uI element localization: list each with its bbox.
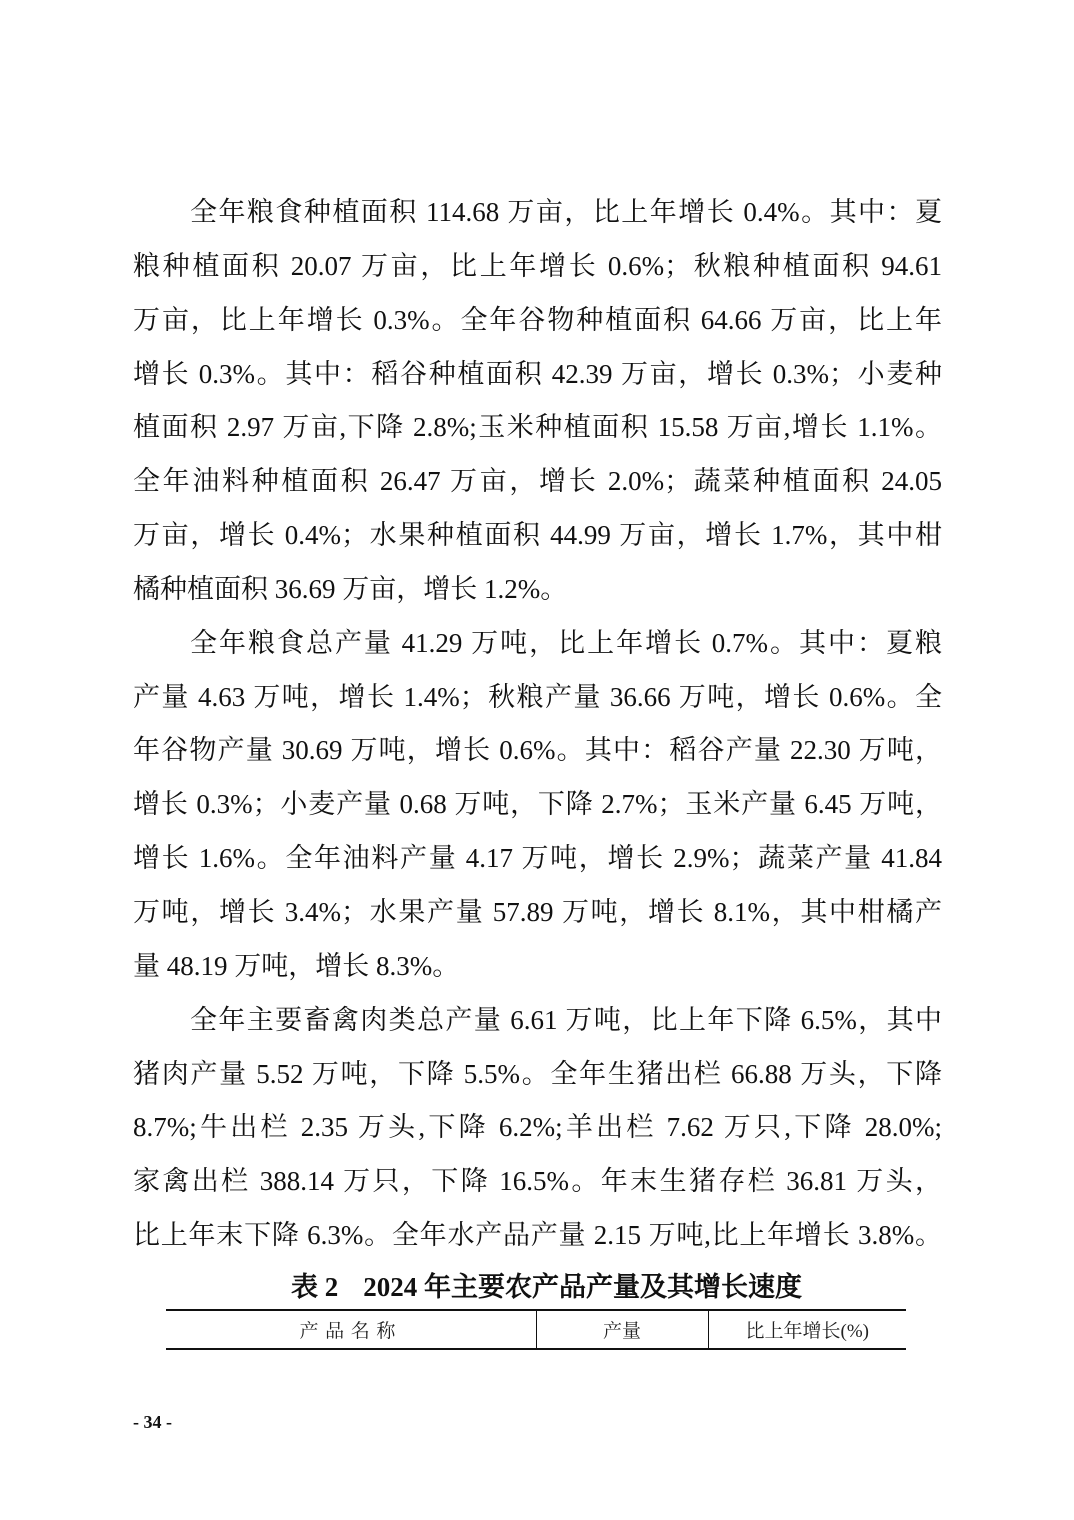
header-output: 产量 <box>536 1310 708 1349</box>
page-number: - 34 - <box>133 1412 172 1432</box>
text-line: 全年油料种植面积 26.47 万亩，增长 2.0%；蔬菜种植面积 24.05 <box>133 466 942 497</box>
paragraph-planting-area <box>133 186 942 617</box>
text-line: 量 48.19 万吨，增长 8.3%。 <box>133 950 460 981</box>
text-line: 产量 4.63 万吨，增长 1.4%；秋粮产量 36.66 万吨，增长 0.6%。全 <box>133 681 942 712</box>
text-line: 橘种植面积 36.69 万亩，增长 1.2%。 <box>133 573 568 604</box>
text-line: 全年粮食总产量 41.29 万吨，比上年增长 0.7%。其中：夏粮 <box>190 627 942 658</box>
text-line: 猪肉产量 5.52 万吨，下降 5.5%。全年生猪出栏 66.88 万头，下降 <box>133 1058 942 1089</box>
text-line: 增长 0.3%；小麦产量 0.68 万吨，下降 2.7%；玉米产量 6.45 万吨， <box>133 789 942 820</box>
table-title-text: 2024 年主要农产品产量及其增长速度 <box>363 1272 802 1302</box>
text-line: 万亩，比上年增长 0.3%。全年谷物种植面积 64.66 万亩，比上年 <box>133 304 942 335</box>
text-line: 全年主要畜禽肉类总产量 6.61 万吨，比上年下降 6.5%，其中 <box>190 1004 942 1035</box>
text-line: 全年粮食种植面积 114.68 万亩，比上年增长 0.4%。其中：夏 <box>190 197 942 227</box>
table-header-row <box>166 1310 906 1349</box>
header-growth-rate: 比上年增长(%) <box>708 1310 906 1349</box>
text-line: 比上年末下降 6.3%。全年水产品产量 2.15 万吨,比上年增长 3.8%。 <box>133 1220 942 1251</box>
table-title <box>291 1268 802 1306</box>
agri-products-table <box>166 1309 906 1350</box>
text-line: 家禽出栏 388.14 万只，下降 16.5%。年末生猪存栏 36.81 万头， <box>133 1166 942 1197</box>
text-line: 粮种植面积 20.07 万亩，比上年增长 0.6%；秋粮种植面积 94.61 <box>133 250 942 281</box>
body-text <box>133 186 942 1263</box>
text-line: 增长 1.6%。全年油料产量 4.17 万吨，增长 2.9%；蔬菜产量 41.84 <box>133 843 942 874</box>
text-line: 年谷物产量 30.69 万吨，增长 0.6%。其中：稻谷产量 22.30 万吨， <box>133 735 942 766</box>
paragraph-livestock <box>133 994 942 1263</box>
text-line: 植面积 2.97 万亩,下降 2.8%;玉米种植面积 15.58 万亩,增长 1.1%。 <box>133 412 942 443</box>
text-line: 万吨，增长 3.4%；水果产量 57.89 万吨，增长 8.1%，其中柑橘产 <box>133 896 942 927</box>
text-line: 8.7%;牛出栏 2.35 万头,下降 6.2%;羊出栏 7.62 万只,下降 28.0%; <box>133 1112 942 1143</box>
table-title-label: 表 2 <box>291 1272 339 1302</box>
text-line: 增长 0.3%。其中：稻谷种植面积 42.39 万亩，增长 0.3%；小麦种 <box>133 358 942 389</box>
paragraph-grain-output <box>133 617 942 994</box>
header-product-name: 产品名称 <box>299 1321 403 1342</box>
text-line: 万亩，增长 0.4%；水果种植面积 44.99 万亩，增长 1.7%，其中柑 <box>133 520 942 551</box>
